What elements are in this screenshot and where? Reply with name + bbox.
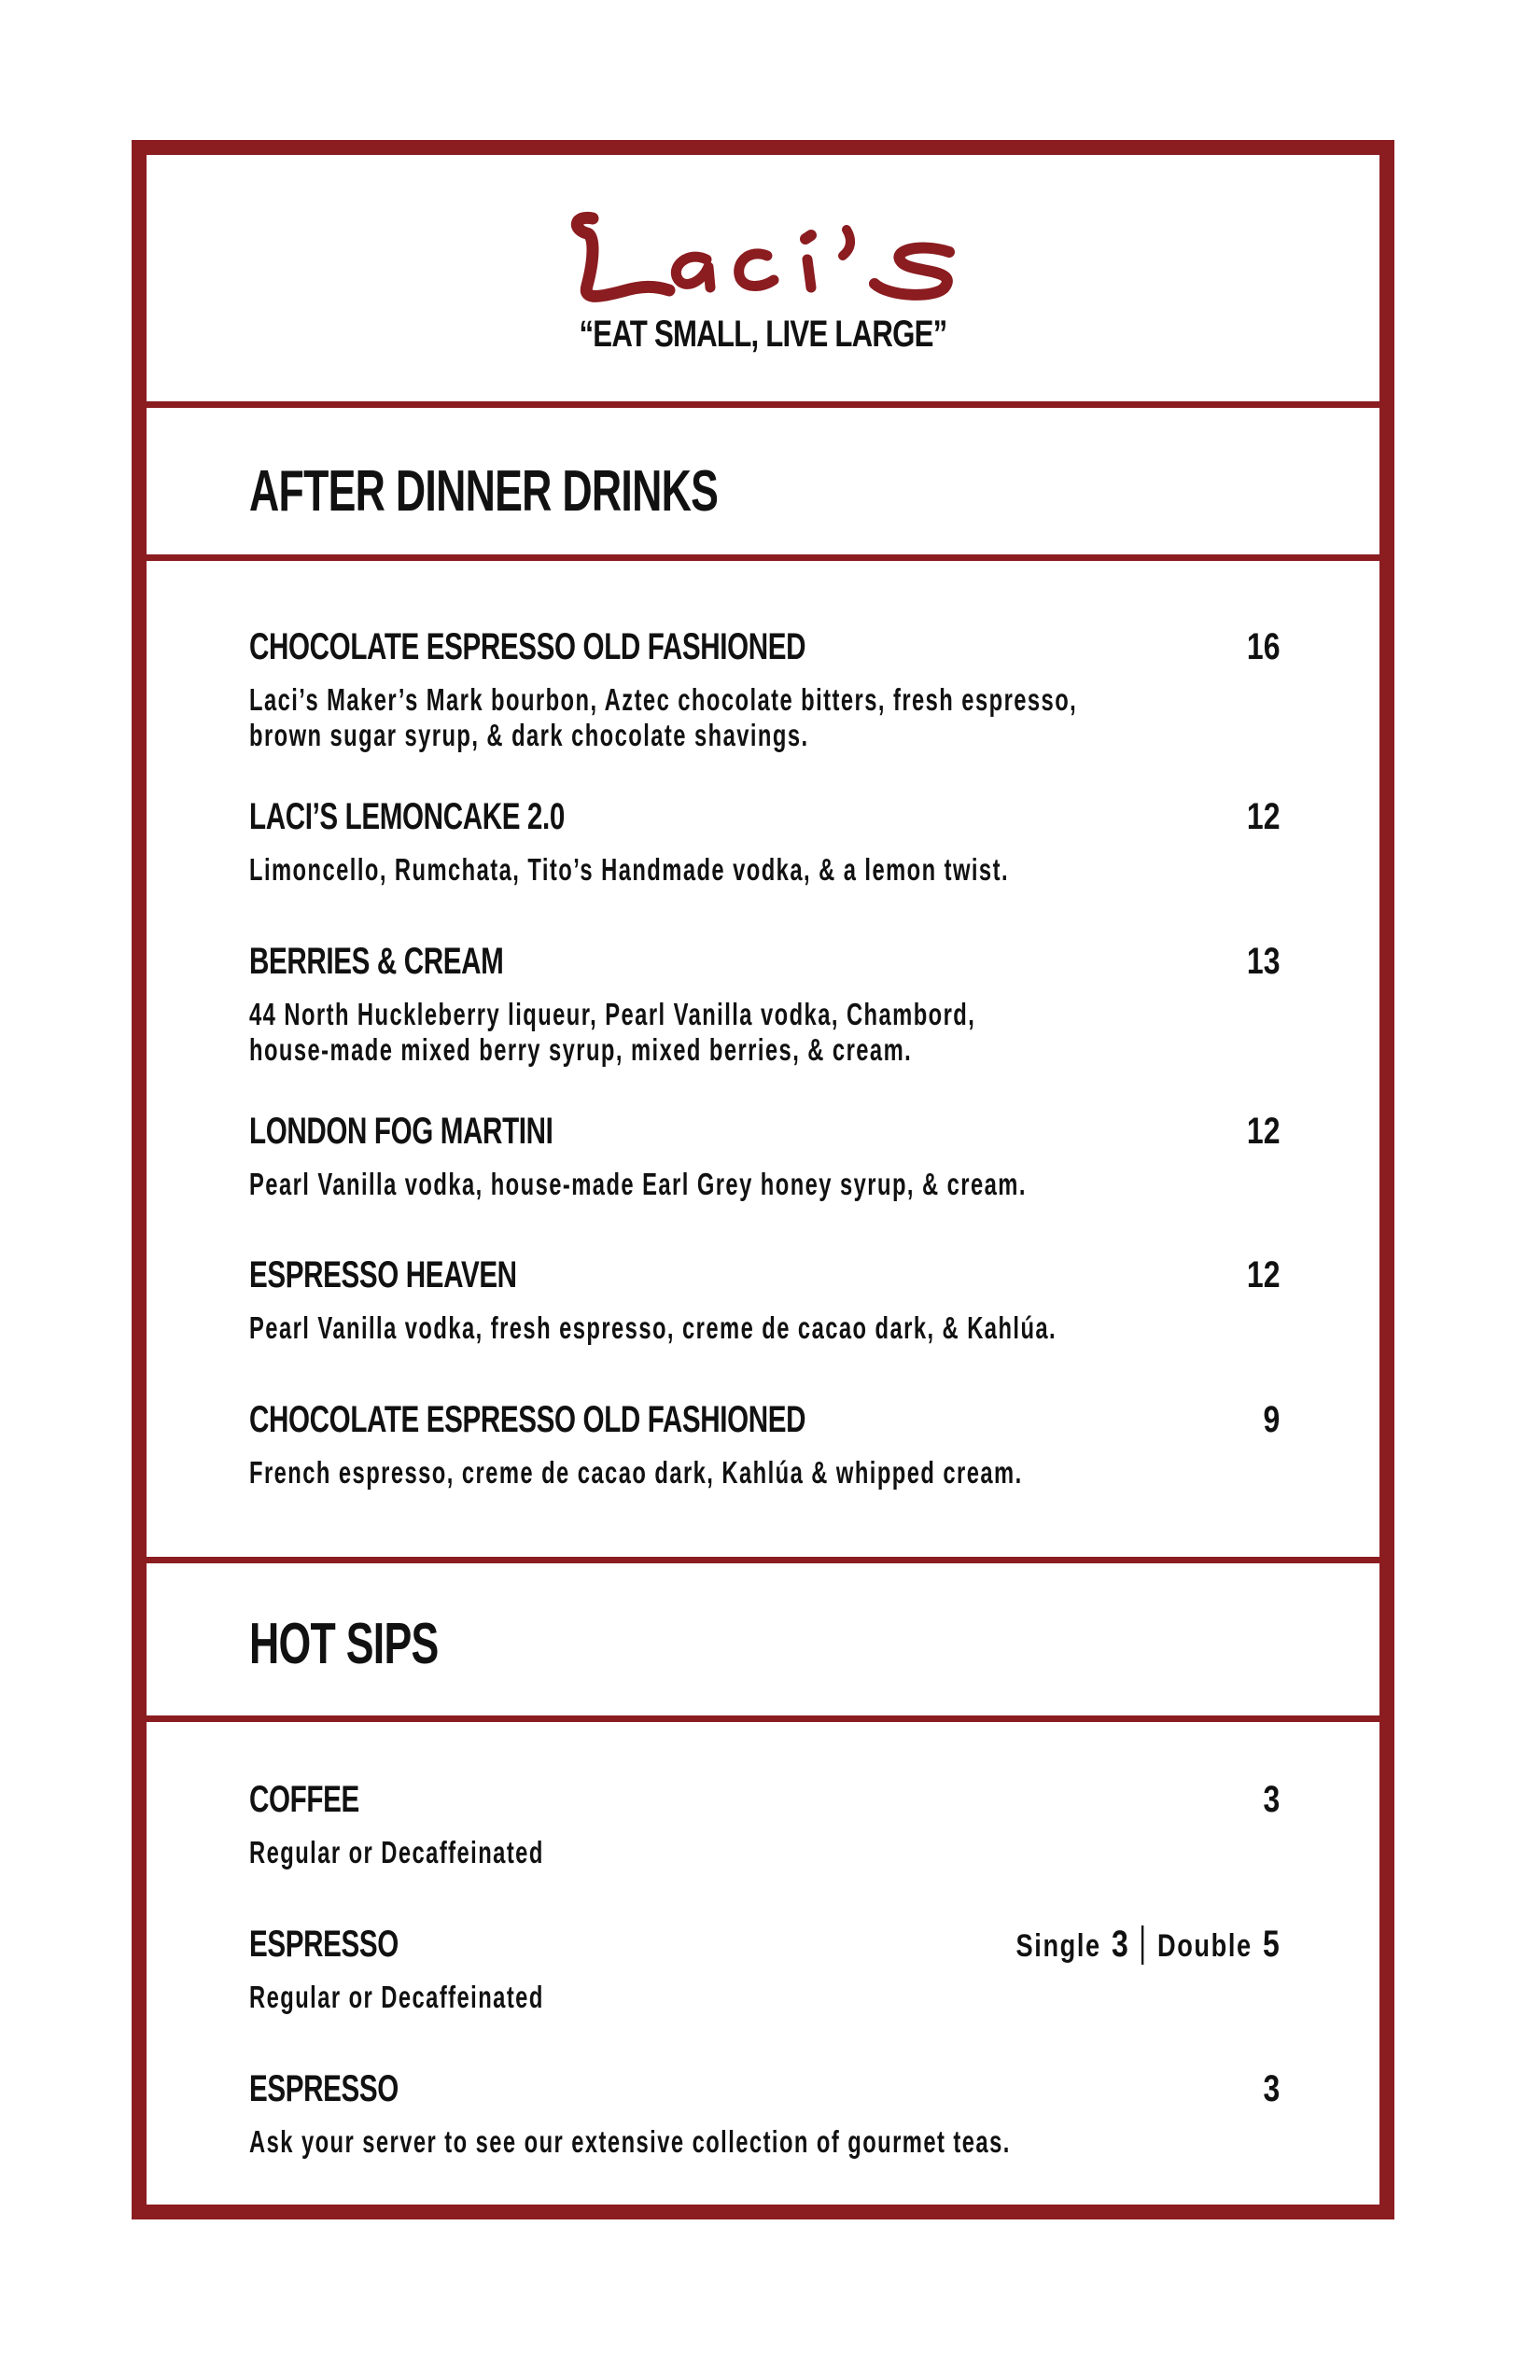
item-description: Limoncello, Rumchata, Tito’s Handmade vodka, & a lemon twist. (249, 852, 1009, 887)
item-price: 12 (1246, 1111, 1280, 1152)
divider (147, 401, 1379, 408)
item-description: Pearl Vanilla vodka, fresh espresso, creme de cacao dark, & Kahlúa. (249, 1310, 1057, 1345)
tagline: “EAT SMALL, LIVE LARGE” (579, 314, 947, 355)
divider (147, 1715, 1379, 1722)
item-description: Laci’s Maker’s Mark bourbon, Aztec chocolate bitters, fresh espresso, brown sugar syrup, & dark chocolate shavings. (249, 682, 1078, 752)
item-name: LONDON FOG MARTINI (249, 1111, 553, 1152)
item-description: 44 North Huckleberry liqueur, Pearl Vanilla vodka, Chambord, house-made mixed berry syrup, mixed berries, & cream. (249, 997, 976, 1067)
item-price: 9 (1263, 1399, 1280, 1440)
item-description: Regular or Decaffeinated (249, 1835, 544, 1869)
lacis-logo (567, 202, 977, 309)
item-name: BERRIES & CREAM (249, 941, 504, 982)
section-title-hot-sips: HOT SIPS (249, 1612, 439, 1676)
price-single: 3 (1112, 1924, 1129, 1965)
menu-frame (132, 140, 1394, 2219)
item-name: COFFEE (249, 1779, 359, 1820)
price-separator (1141, 1925, 1143, 1965)
item-name: ESPRESSO HEAVEN (249, 1254, 517, 1295)
item-price: 13 (1246, 941, 1280, 982)
item-description: Regular or Decaffeinated (249, 1980, 544, 2014)
item-name: ESPRESSO (249, 1924, 399, 1965)
item-description: Pearl Vanilla vodka, house-made Earl Grey honey syrup, & cream. (249, 1167, 1027, 1201)
item-price: 12 (1246, 1254, 1280, 1295)
item-name: LACI’S LEMONCAKE 2.0 (249, 796, 565, 837)
item-price: 3 (1263, 1779, 1280, 1820)
item-name: CHOCOLATE ESPRESSO OLD FASHIONED (249, 1399, 806, 1440)
item-name: ESPRESSO (249, 2068, 399, 2109)
divider (147, 1557, 1379, 1563)
item-price: 3 (1263, 2068, 1280, 2109)
item-description: French espresso, creme de cacao dark, Kahlúa & whipped cream. (249, 1455, 1023, 1490)
item-name: CHOCOLATE ESPRESSO OLD FASHIONED (249, 626, 806, 667)
price-double-label: Double (1157, 1928, 1253, 1964)
price-single-label: Single (1015, 1928, 1102, 1964)
item-price: 16 (1246, 626, 1280, 667)
item-description: Ask your server to see our extensive collection of gourmet teas. (249, 2124, 1011, 2159)
section-title-after-dinner: AFTER DINNER DRINKS (249, 459, 719, 524)
item-price: 12 (1246, 796, 1280, 837)
price-double: 5 (1263, 1924, 1280, 1965)
divider (147, 554, 1379, 561)
item-price-split (1016, 1924, 1280, 1966)
menu-header (147, 155, 1379, 401)
